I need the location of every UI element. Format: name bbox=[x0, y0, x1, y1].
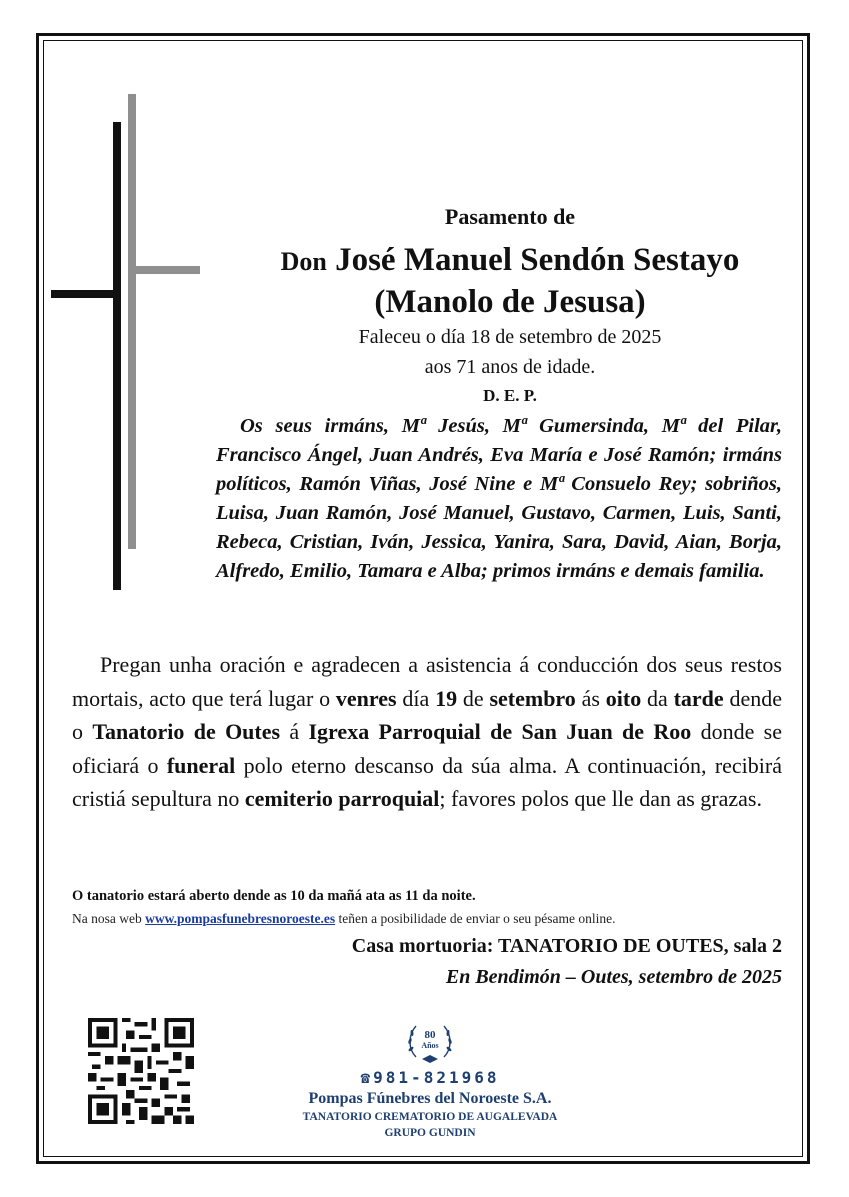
place-date: En Bendimón – Outes, setembro de 2025 bbox=[445, 966, 782, 988]
cross-gray-horizontal bbox=[128, 266, 200, 274]
death-date: Faleceu o día 18 de setembro de 2025 bbox=[358, 326, 662, 348]
phone-icon: ☎ bbox=[360, 1068, 374, 1087]
family-text: Os seus irmáns, Mª Jesús, Mª Gumersinda, Mª del Pilar, Francisco Ángel, Juan Andrés, Eva María e José Ramón; irmáns políticos, Ramón Viñas, José Nine e Mª Consuelo Rey; sobriños, Luisa, Juan Ramón, José Manuel, Gustavo, Carmen, Luis, Santi, Rebeca, Cristian, Iván, Jessica, Yanira, Sara, David, Aian, Borja, Alfredo, Emilio, Tamara e Alba; primos irmáns e demais familia. bbox=[216, 415, 782, 582]
nickname: (Manolo de Jesusa) bbox=[374, 284, 646, 320]
full-name: José Manuel Sendón Sestayo bbox=[335, 242, 740, 278]
cross-dark-vertical bbox=[113, 122, 121, 590]
laurel-emblem-icon bbox=[404, 1017, 456, 1067]
deceased-name bbox=[225, 240, 795, 322]
title-prefix: Don bbox=[280, 247, 327, 276]
phone-number[interactable]: ☎981-821968 bbox=[360, 1068, 500, 1087]
intro-text: Pasamento de bbox=[444, 204, 576, 229]
website-link[interactable]: www.pompasfunebresnoroeste.es bbox=[145, 911, 336, 926]
cross-gray-vertical bbox=[128, 94, 136, 549]
funeral-home: Casa mortuoria: TANATORIO DE OUTES, sala 2 bbox=[351, 935, 782, 957]
cross-dark-horizontal bbox=[51, 290, 121, 298]
opening-hours: O tanatorio estará aberto dende as 10 da mañá ata as 11 da noite. bbox=[72, 888, 476, 904]
emblem-word: Años bbox=[421, 1041, 439, 1050]
qr-code-icon[interactable] bbox=[88, 1018, 194, 1124]
company-name: Pompas Fúnebres del Noroeste S.A. bbox=[308, 1090, 552, 1107]
ceremony-text: Pregan unha oración e agradecen a asistencia á conducción dos seus restos mortais, acto que terá lugar o venres día 19 de setembro ás oito da tarde dende o Tanatorio de Outes á Igrexa Parroquial de San Juan de Roo donde se oficiará o funeral polo eterno descanso da súa alma. A continuación, recibirá cristiá sepultura no cemiterio parroquial; favores polos que lle dan as grazas. bbox=[72, 652, 783, 811]
company-group: GRUPO GUNDIN bbox=[384, 1127, 476, 1139]
company-subtitle: TANATORIO CREMATORIO DE AUGALEVADA bbox=[302, 1111, 558, 1123]
web-note: Na nosa web www.pompasfunebresnoroeste.es teñen a posibilidade de enviar o seu pésame online. bbox=[72, 911, 616, 926]
emblem-number: 80 bbox=[424, 1029, 436, 1041]
rip-text: D. E. P. bbox=[483, 386, 537, 405]
age: aos 71 anos de idade. bbox=[424, 356, 596, 378]
